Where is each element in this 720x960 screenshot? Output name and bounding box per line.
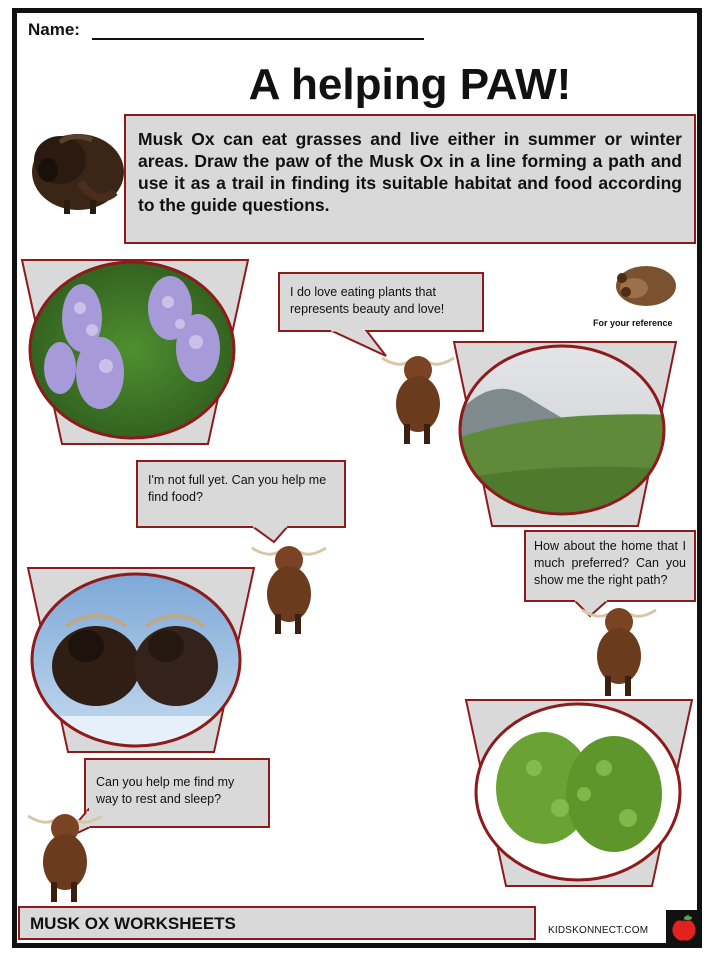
speech-bubble-plants: [278, 272, 484, 332]
highland-ox-figure: [24, 806, 106, 904]
lavender-flowers-photo: [20, 258, 250, 448]
apple-logo-icon: [666, 910, 702, 946]
highland-ox-figure: [578, 600, 660, 698]
musk-oxen-in-snow-photo: [26, 566, 256, 754]
speech-bubble-food: [136, 460, 346, 528]
moss-photo: [464, 698, 694, 888]
bubble-plants-text: I do love eating plants that represents beauty and love!: [290, 285, 445, 316]
bubble-home-text: How about the home that I much preferred? Can you show me the right path?: [534, 539, 686, 587]
intro-instructions: Musk Ox can eat grasses and live either in summer or winter areas. Draw the paw of the Musk Ox in a line forming a path and use it as a trail in finding its suitable habitat and food according to the guide questions.: [124, 114, 696, 244]
footer-title: MUSK OX WORKSHEETS: [18, 906, 536, 940]
brand-name: KIDSKONNECT.COM: [548, 925, 649, 936]
highland-ox-figure: [378, 348, 458, 446]
reference-label: For your reference: [593, 318, 673, 328]
musk-ox-photo: [20, 112, 128, 220]
speech-bubble-home: [524, 530, 696, 602]
paw-photo: [608, 258, 678, 310]
name-write-line[interactable]: [92, 38, 424, 40]
name-label: Name:: [28, 20, 80, 39]
bubble-rest-text: Can you help me find my way to rest and sleep?: [96, 775, 235, 806]
bubble-food-text: I'm not full yet. Can you help me find food?: [148, 473, 327, 504]
tundra-hills-photo: [452, 340, 678, 528]
highland-ox-figure: [248, 538, 330, 636]
page-title: A helping PAW!: [248, 60, 572, 109]
speech-bubble-rest: [84, 758, 270, 828]
